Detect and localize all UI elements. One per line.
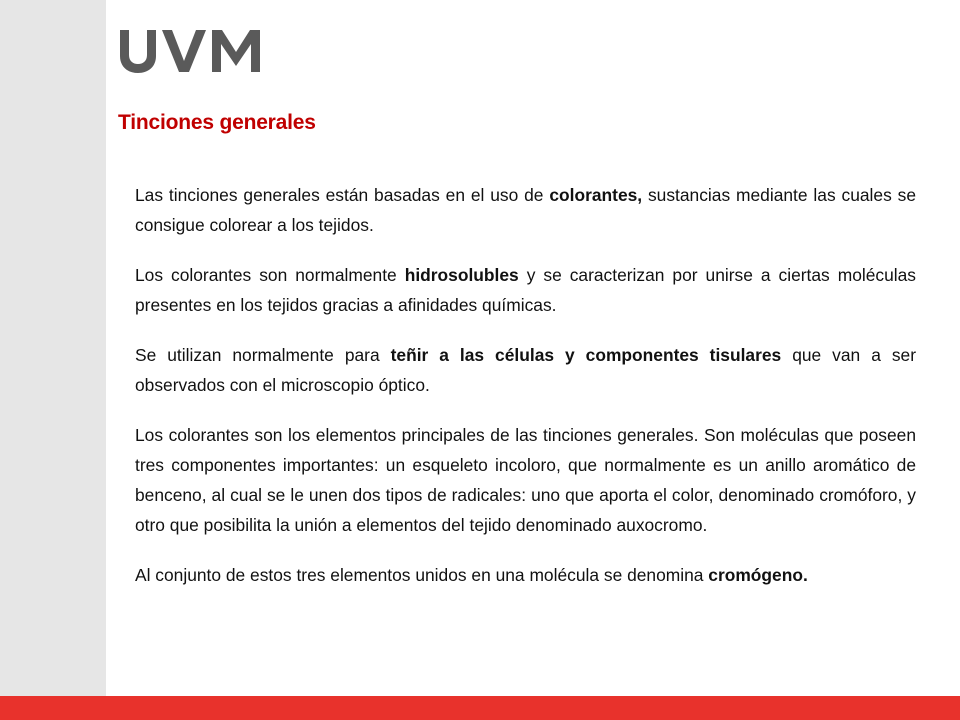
paragraph-componentes: Los colorantes son los elementos principales de las tinciones generales. Son moléculas que poseen tres componentes importantes: un esqueleto incoloro, que normalmente es un anillo aromático de benceno, al cual se le unen dos tipos de radicales: uno que aporta el color, denominado cromóforo, y otro que posibilita la unión a elementos del tejido denominado auxocromo.: [135, 425, 916, 535]
p1-text-before: Las tinciones generales están basadas en el uso de: [135, 185, 550, 205]
p3-text-before: Se utilizan normalmente para: [135, 345, 391, 365]
p5-bold-term: cromógeno.: [708, 565, 808, 585]
side-panel: [0, 0, 106, 696]
paragraph-hidrosolubles: [135, 260, 916, 320]
slide-title: Tinciones generales: [118, 111, 316, 134]
p2-text-before: Los colorantes son normalmente: [135, 265, 405, 285]
p5-text-before: Al conjunto de estos tres elementos unidos en una molécula se denomina: [135, 565, 709, 585]
p3-bold-term: teñir a las células y componentes tisulares: [390, 345, 782, 365]
p2-text-after: y se caracterizan por unirse a ciertas moléculas presentes en los tejidos gracias a afinidades químicas.: [135, 265, 916, 315]
p3-text-after: que van a ser observados con el microscopio óptico.: [135, 345, 916, 395]
uvm-logo: [118, 26, 274, 74]
bottom-accent-bar: [0, 696, 960, 720]
p2-bold-term: hidrosolubles: [404, 265, 519, 285]
slide-body: [135, 180, 916, 610]
p1-text-after: sustancias mediante las cuales se consigue colorear a los tejidos.: [135, 185, 916, 235]
uvm-logo-graphic: [118, 26, 274, 74]
p1-bold-term: colorantes,: [549, 185, 643, 205]
paragraph-uso: [135, 340, 916, 400]
paragraph-colorantes: [135, 180, 916, 240]
paragraph-cromogeno: [135, 560, 916, 590]
